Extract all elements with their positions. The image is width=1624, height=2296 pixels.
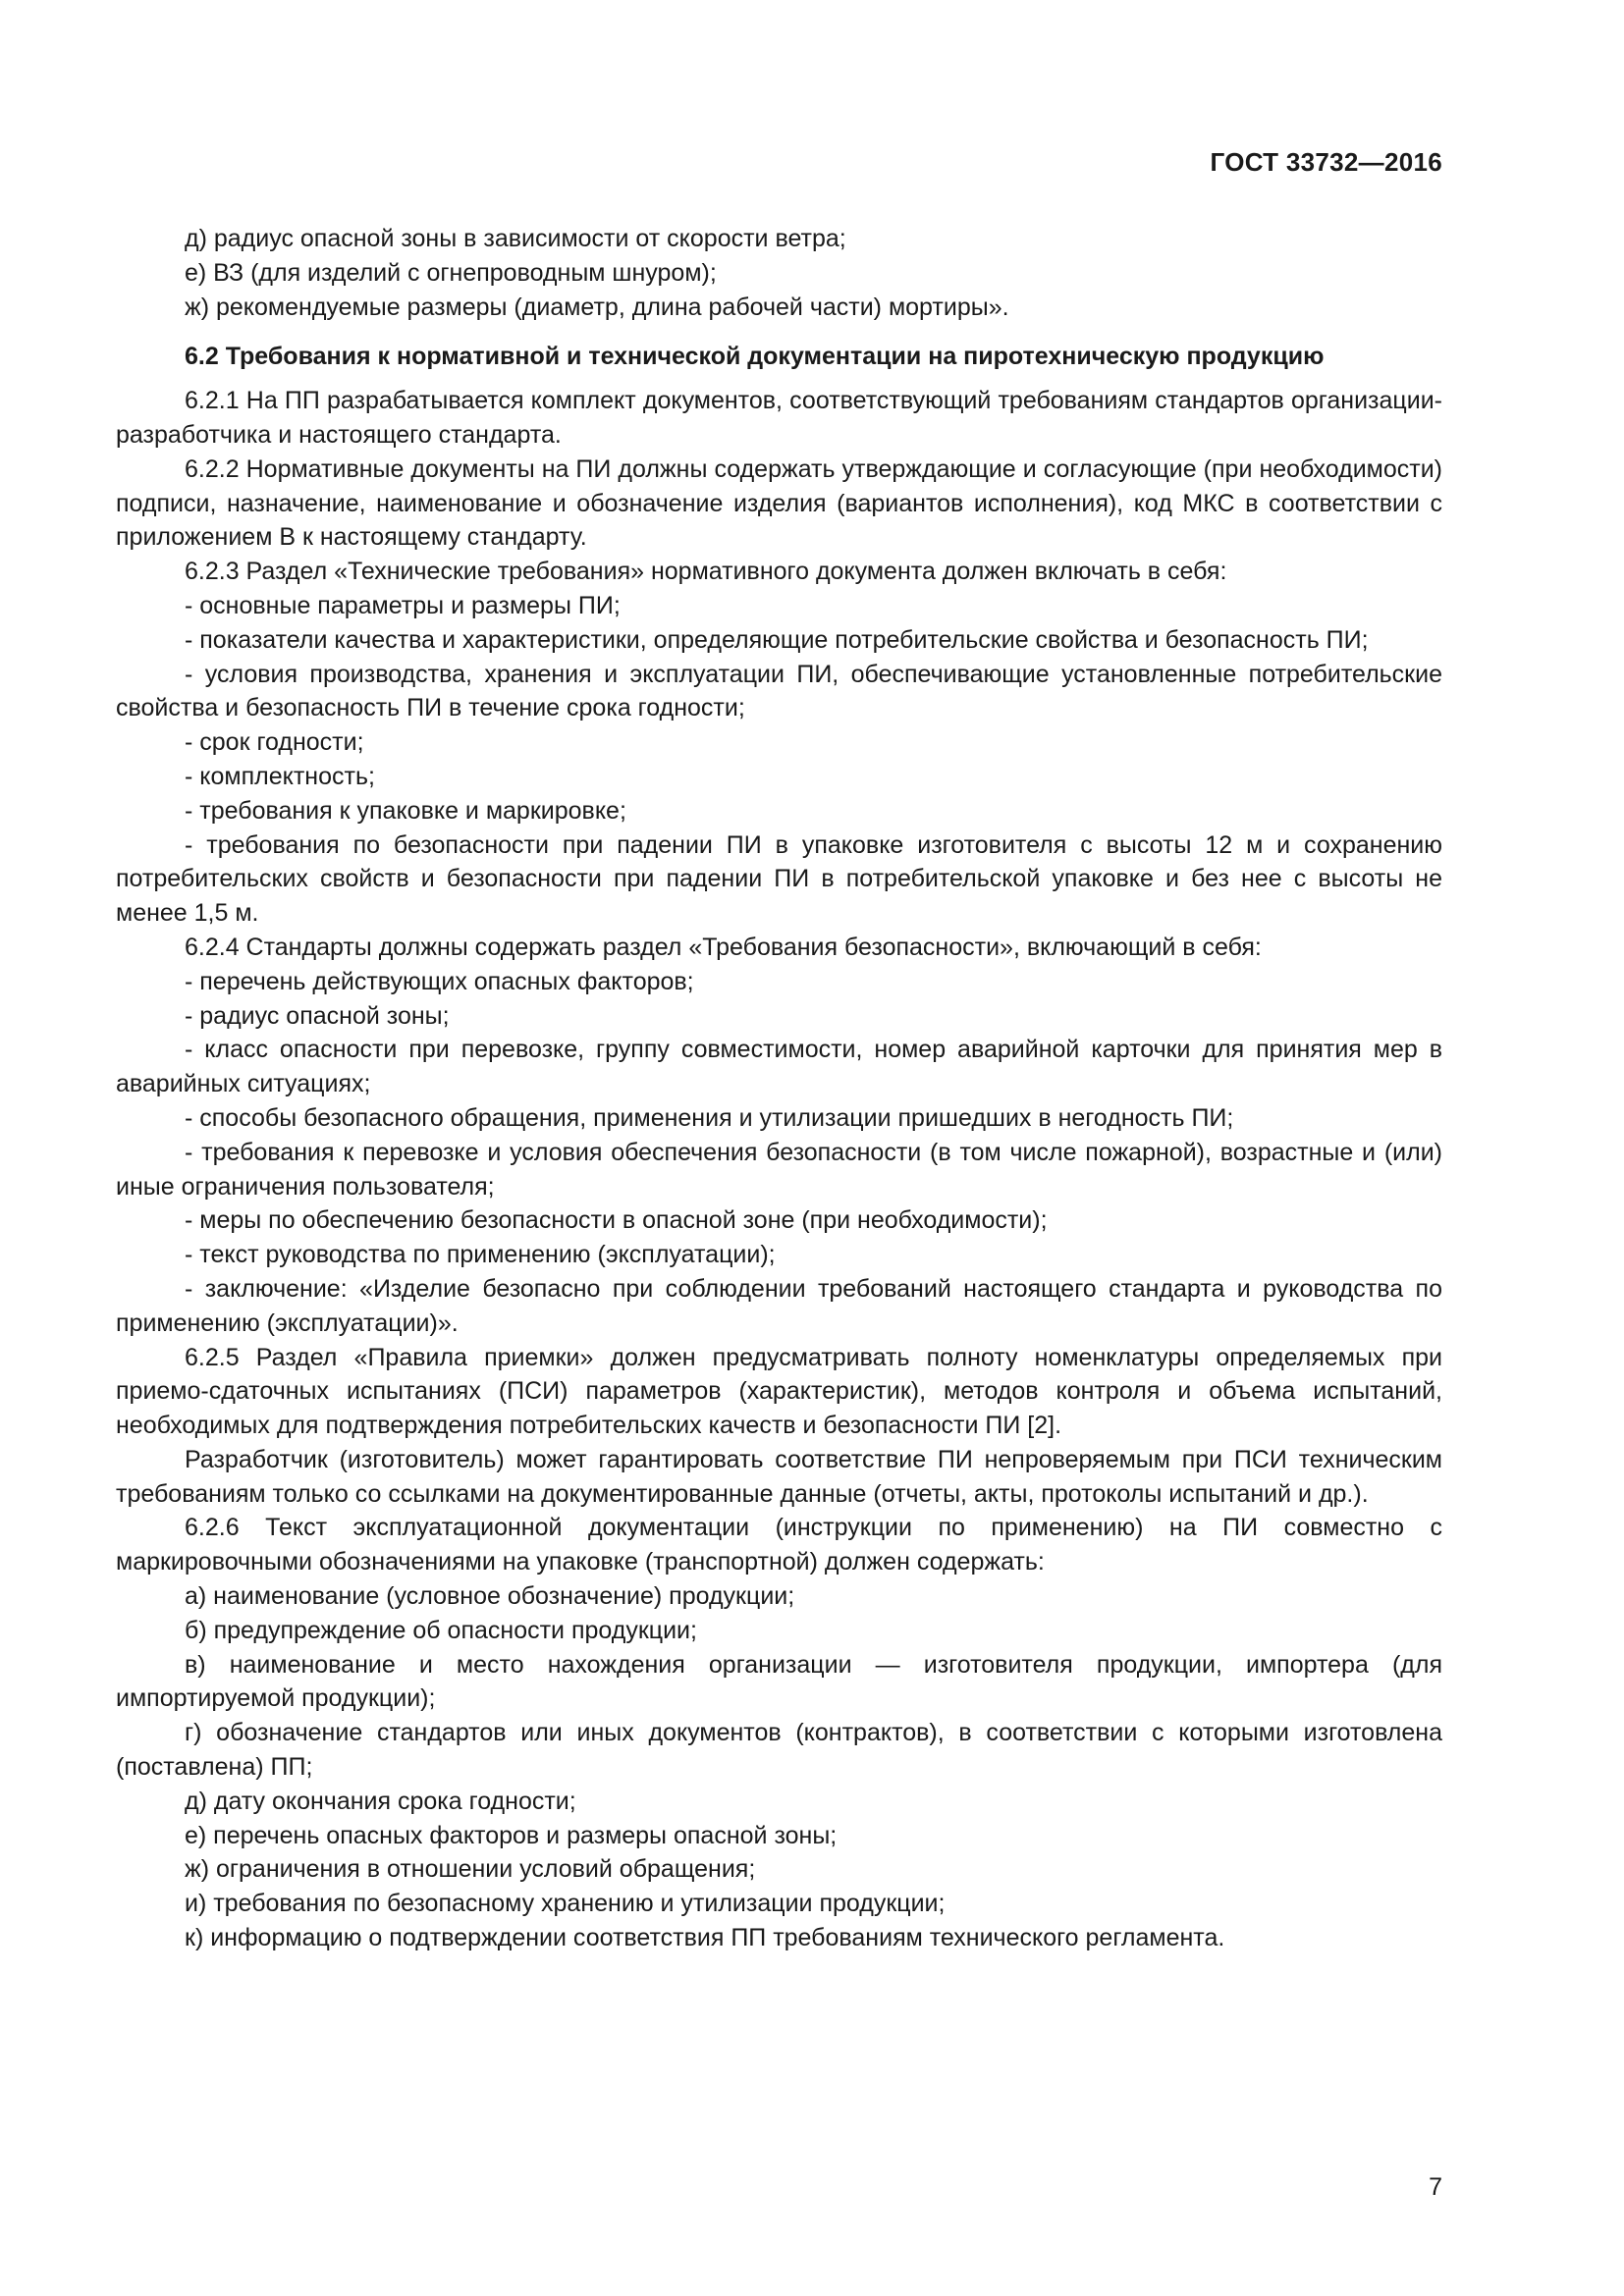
list-item: - способы безопасного обращения, применения и утилизации пришедших в негодность ПИ;	[185, 1103, 1234, 1132]
list-item: б) предупреждение об опасности продукции;	[185, 1616, 697, 1644]
list-item: - показатели качества и характеристики, определяющие потребительские свойства и безопасность ПИ;	[185, 625, 1369, 654]
list-item: в) наименование и место нахождения организации — изготовителя продукции, импортера (для импортируемой продукции);	[116, 1650, 1442, 1713]
list-item: - текст руководства по применению (эксплуатации);	[185, 1241, 776, 1269]
document-designation: ГОСТ 33732—2016	[1210, 147, 1442, 177]
section-heading: 6.2 Требования к нормативной и технической документации на пиротехническую продукцию	[185, 343, 1325, 371]
list-item: д) дату окончания срока годности;	[185, 1787, 576, 1815]
list-item: - заключение: «Изделие безопасно при соблюдении требований настоящего стандарта и руководства по применению (эксплуатации)».	[116, 1274, 1442, 1337]
list-item: - перечень действующих опасных факторов;	[185, 967, 694, 995]
list-item: е) перечень опасных факторов и размеры опасной зоны;	[185, 1821, 838, 1849]
paragraph: 6.2.1 На ПП разрабатывается комплект документов, соответствующий требованиям стандартов организации-разработчика и настоящего стандарта.	[116, 387, 1442, 449]
page-body	[116, 222, 1442, 1955]
list-item: - класс опасности при перевозке, группу совместимости, номер аварийной карточки для принятия мер в аварийных ситуациях;	[116, 1036, 1442, 1098]
list-item: - комплектность;	[185, 762, 375, 790]
list-item: - основные параметры и размеры ПИ;	[185, 591, 621, 619]
page-number: 7	[1429, 2173, 1442, 2201]
list-item: и) требования по безопасному хранению и утилизации продукции;	[185, 1890, 946, 1918]
list-item: - условия производства, хранения и эксплуатации ПИ, обеспечивающие установленные потребительские свойства и безопасность ПИ в течение срока годности;	[116, 660, 1442, 722]
paragraph: 6.2.4 Стандарты должны содержать раздел «Требования безопасности», включающий в себя:	[185, 933, 1262, 961]
list-item: г) обозначение стандартов или иных документов (контрактов), в соответствии с которыми изготовлена (поставлена) ПП;	[116, 1719, 1442, 1782]
paragraph: 6.2.5 Раздел «Правила приемки» должен предусматривать полноту номенклатуры определяемых при приемо-сдаточных испытаниях (ПСИ) параметров (характеристик), методов контроля и объема испытаний, необходимых для подтверждения потребительских качеств и безопасности ПИ [2].	[116, 1343, 1442, 1440]
list-item: - требования к упаковке и маркировке;	[185, 796, 626, 825]
paragraph: 6.2.3 Раздел «Технические требования» нормативного документа должен включать в себя:	[185, 558, 1227, 586]
paragraph: Разработчик (изготовитель) может гарантировать соответствие ПИ непроверяемым при ПСИ техническим требованиям только со ссылками на документированные данные (отчеты, акты, протоколы испытаний и др.).	[116, 1445, 1442, 1508]
list-item: - меры по обеспечению безопасности в опасной зоне (при необходимости);	[185, 1206, 1048, 1235]
list-item: е) ВЗ (для изделий с огнепроводным шнуром);	[185, 258, 717, 287]
paragraph: 6.2.6 Текст эксплуатационной документации (инструкции по применению) на ПИ совместно с маркировочными обозначениями на упаковке (транспортной) должен содержать:	[116, 1514, 1442, 1576]
list-item: - радиус опасной зоны;	[185, 1001, 450, 1030]
list-item: к) информацию о подтверждении соответствия ПП требованиям технического регламента.	[185, 1924, 1225, 1952]
list-item: ж) ограничения в отношении условий обращения;	[185, 1855, 756, 1884]
list-item: - требования по безопасности при падении ПИ в упаковке изготовителя с высоты 12 м и сохранению потребительских свойств и безопасности при падении ПИ в потребительской упаковке и без нее с высоты не менее 1,5 м.	[116, 830, 1442, 928]
paragraph: 6.2.2 Нормативные документы на ПИ должны содержать утверждающие и согласующие (при необходимости) подписи, назначение, наименование и обозначение изделия (вариантов исполнения), код МКС в соответствии с приложением В к настоящему стандарту.	[116, 454, 1442, 552]
list-item: а) наименование (условное обозначение) продукции;	[185, 1582, 795, 1611]
list-item: - требования к перевозке и условия обеспечения безопасности (в том числе пожарной), возрастные и (или) иные ограничения пользователя;	[116, 1138, 1442, 1201]
list-item: ж) рекомендуемые размеры (диаметр, длина рабочей части) мортиры».	[185, 293, 1009, 321]
list-item: - срок годности;	[185, 728, 364, 757]
list-item: д) радиус опасной зоны в зависимости от скорости ветра;	[185, 225, 846, 252]
